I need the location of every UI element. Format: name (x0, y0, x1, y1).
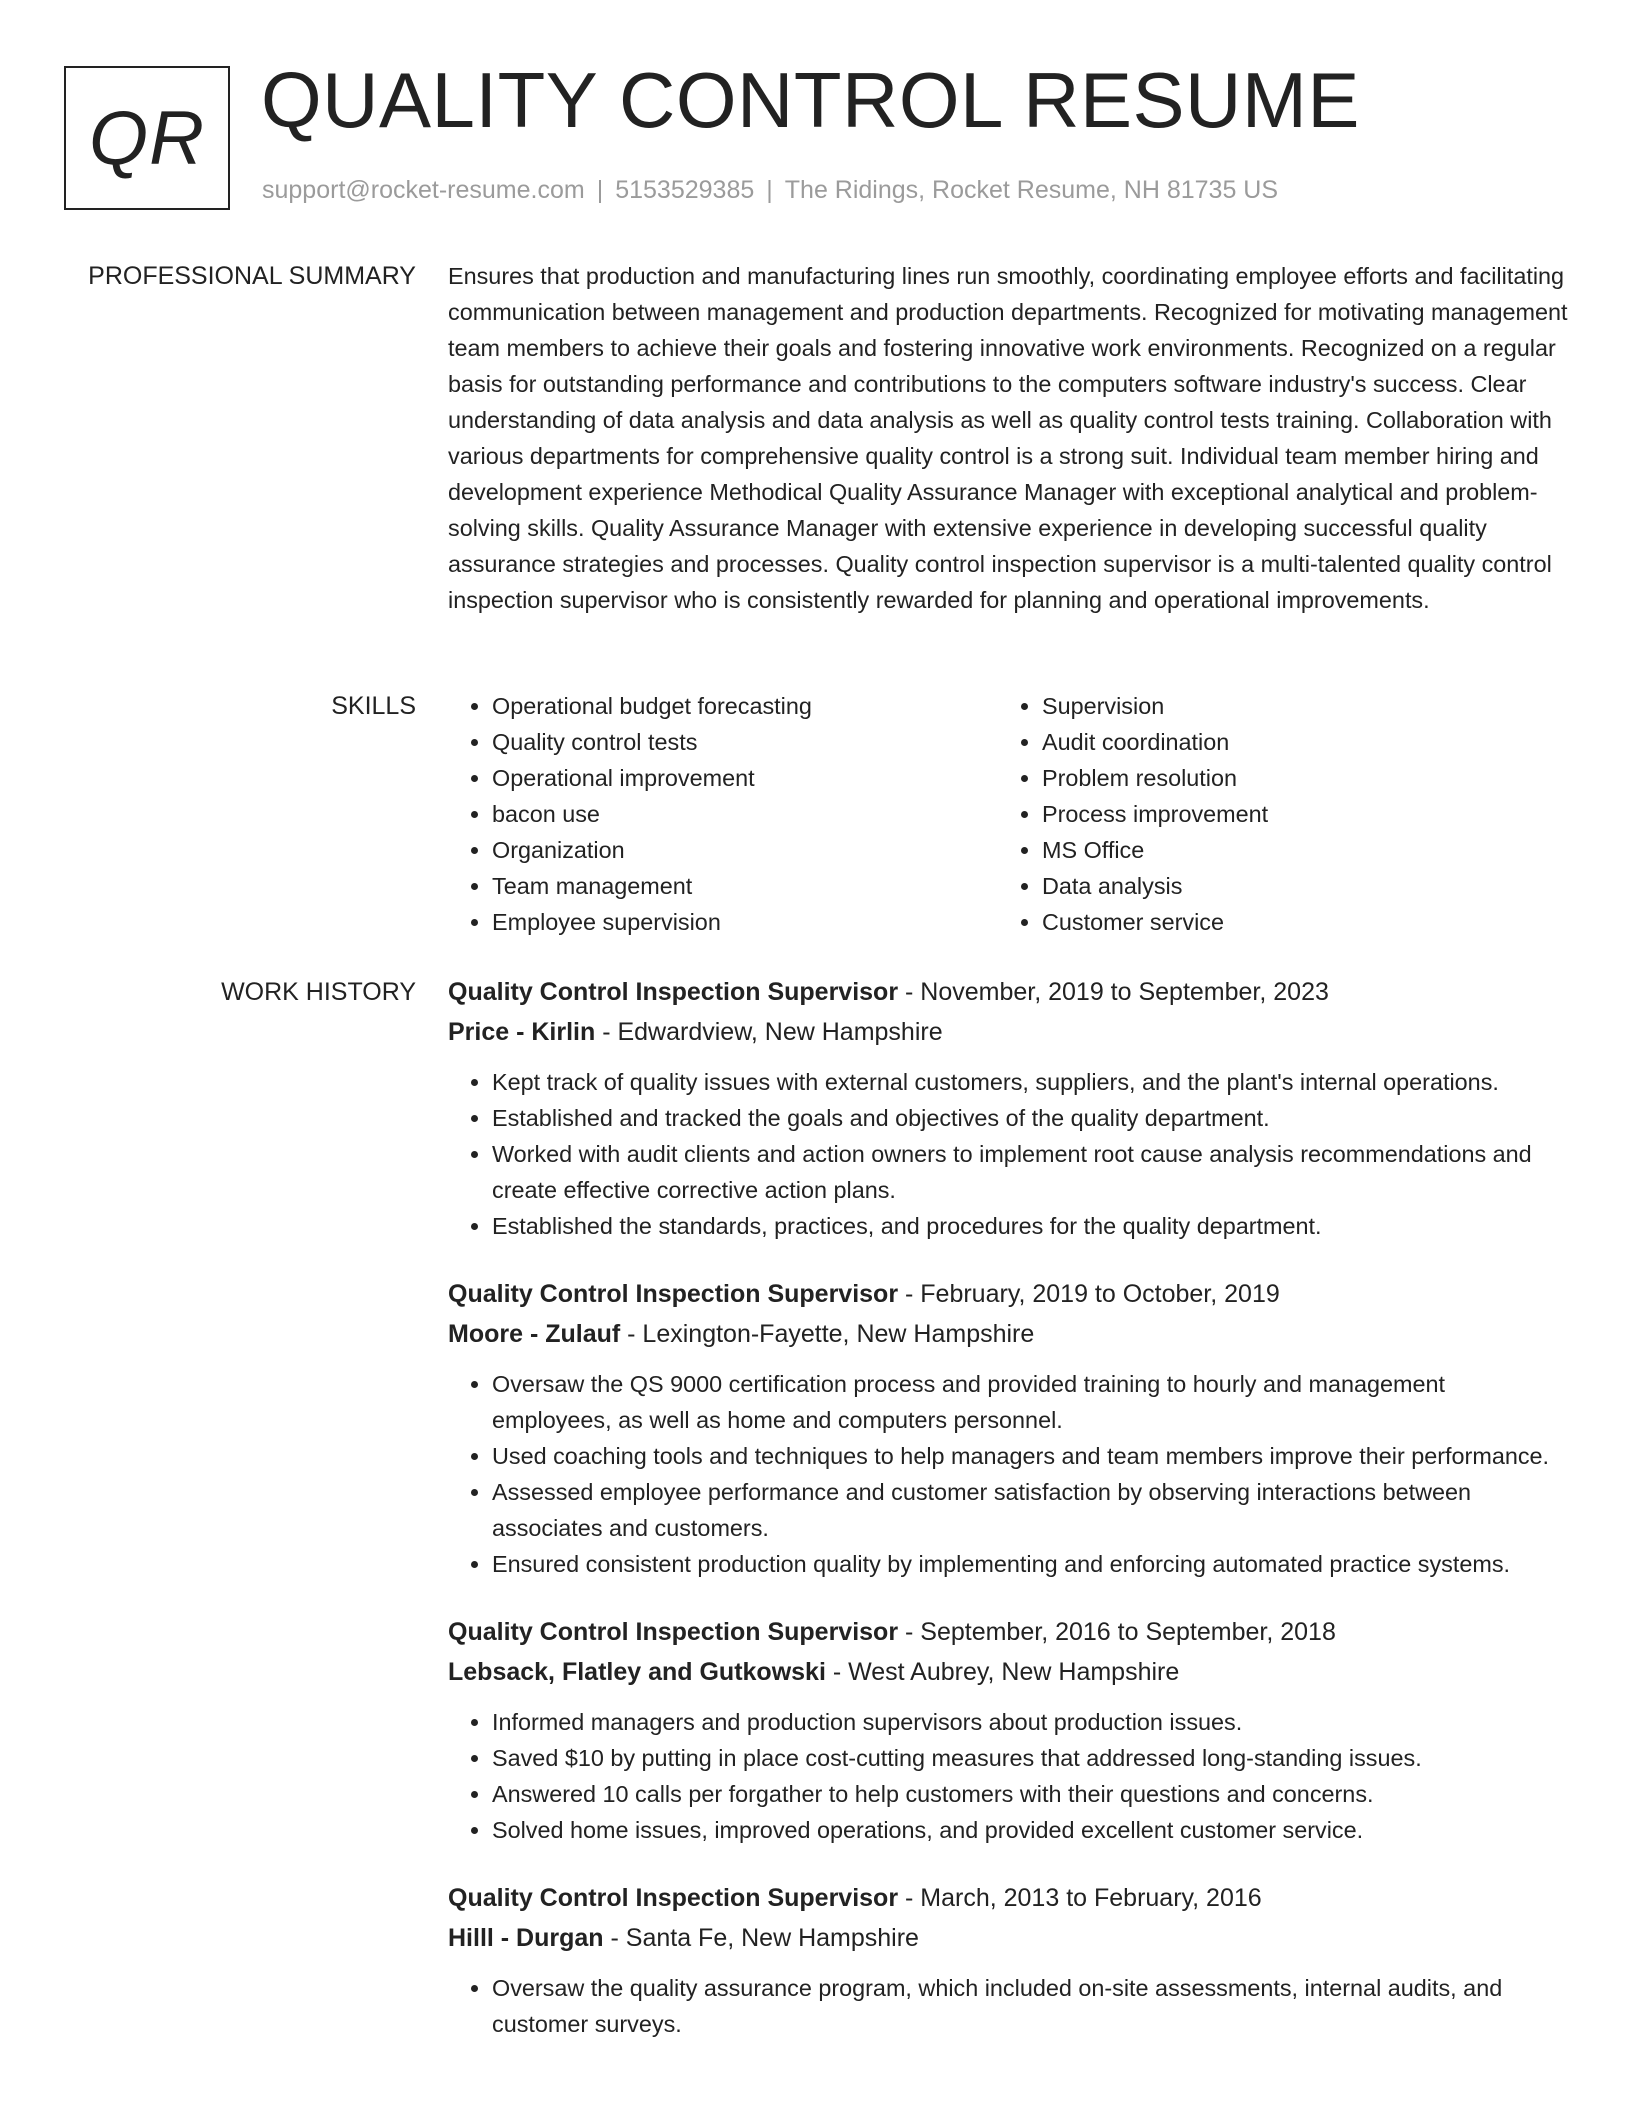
skill-item: • Organization (492, 832, 998, 868)
monogram-initials: QR (89, 95, 205, 181)
contact-address: The Ridings, Rocket Resume, NH 81735 US (784, 176, 1279, 204)
summary-heading: PROFESSIONAL SUMMARY (88, 262, 416, 290)
job-bullet: • Informed managers and production supervisors about production issues. (492, 1704, 1568, 1740)
job-location: - Lexington-Fayette, New Hampshire (620, 1320, 1035, 1348)
job-title-line (448, 1612, 1568, 1652)
job-bullets (448, 1970, 1568, 2042)
skill-item: • Customer service (1042, 904, 1548, 940)
job-entry (448, 1878, 1568, 2042)
skills-columns (448, 688, 1568, 940)
job-bullet: • Worked with audit clients and action owners to implement root cause analysis recommendations and create effective corrective action plans. (492, 1136, 1568, 1208)
job-role: Quality Control Inspection Supervisor (448, 1884, 899, 1912)
job-location: - Santa Fe, New Hampshire (603, 1924, 919, 1952)
contact-separator: | (596, 176, 604, 204)
skills-heading: SKILLS (331, 692, 416, 720)
skills-list-right (998, 688, 1548, 940)
job-location: - Edwardview, New Hampshire (595, 1018, 943, 1046)
job-company: Hilll - Durgan (448, 1924, 604, 1952)
job-title-line (448, 1274, 1568, 1314)
contact-line (262, 176, 1278, 205)
skill-item: • Operational budget forecasting (492, 688, 998, 724)
job-company-line (448, 1918, 1568, 1958)
skill-item: • Problem resolution (1042, 760, 1548, 796)
job-bullet: • Saved $10 by putting in place cost-cutting measures that addressed long-standing issues. (492, 1740, 1568, 1776)
job-company: Moore - Zulauf (448, 1320, 621, 1348)
job-bullet: • Kept track of quality issues with external customers, suppliers, and the plant's internal operations. (492, 1064, 1568, 1100)
job-bullets (448, 1064, 1568, 1244)
job-dates: - September, 2016 to September, 2018 (898, 1618, 1336, 1646)
job-location: - West Aubrey, New Hampshire (825, 1658, 1180, 1686)
job-dates: - November, 2019 to September, 2023 (898, 978, 1329, 1006)
job-bullet: • Oversaw the QS 9000 certification process and provided training to hourly and management employees, as well as home and computers personnel. (492, 1366, 1568, 1438)
skills-list-left (448, 688, 998, 940)
job-bullet: • Solved home issues, improved operations, and provided excellent customer service. (492, 1812, 1568, 1848)
job-role: Quality Control Inspection Supervisor (448, 1280, 899, 1308)
job-entry (448, 1612, 1568, 1848)
skill-item: • Team management (492, 868, 998, 904)
contact-separator: | (766, 176, 773, 204)
resume-title: QUALITY CONTROL RESUME (261, 56, 1360, 144)
job-dates: - February, 2019 to October, 2019 (898, 1280, 1280, 1308)
skill-item: • Data analysis (1042, 868, 1548, 904)
job-bullet: • Ensured consistent production quality by implementing and enforcing automated practice systems. (492, 1546, 1568, 1582)
job-company: Lebsack, Flatley and Gutkowski (448, 1658, 826, 1686)
summary-text: Ensures that production and manufacturing lines run smoothly, coordinating employee efforts and facilitating communication between management and production departments. Recognized for motivating management team members to achieve their goals and fostering innovative work environments. Recognized on a regular basis for outstanding performance and contributions to the computers software industry's success. Clear understanding of data analysis and data analysis as well as quality control tests training. Collaboration with various departments for comprehensive quality control is a strong suit. Individual team member hiring and development experience Methodical Quality Assurance Manager with exceptional analytical and problem-solving skills. Quality Assurance Manager with extensive experience in developing successful quality assurance strategies and processes. Quality control inspection supervisor is a multi-talented quality control inspection supervisor who is consistently rewarded for planning and operational improvements. (448, 263, 1568, 613)
skill-item: • bacon use (492, 796, 998, 832)
work-history-heading: WORK HISTORY (221, 978, 416, 1006)
job-entry (448, 1274, 1568, 1582)
skill-item: • Quality control tests (492, 724, 998, 760)
skill-item: • Process improvement (1042, 796, 1548, 832)
job-bullet: • Established the standards, practices, and procedures for the quality department. (492, 1208, 1568, 1244)
job-role: Quality Control Inspection Supervisor (448, 1618, 899, 1646)
contact-phone: 5153529385 (615, 176, 755, 204)
job-bullet: • Assessed employee performance and customer satisfaction by observing interactions between associates and customers. (492, 1474, 1568, 1546)
skill-item: • Audit coordination (1042, 724, 1548, 760)
job-bullets (448, 1704, 1568, 1848)
job-bullet: • Established and tracked the goals and objectives of the quality department. (492, 1100, 1568, 1136)
job-title-line (448, 972, 1568, 1012)
contact-email: support@rocket-resume.com (262, 176, 585, 204)
monogram-box (64, 66, 230, 210)
job-bullet: • Oversaw the quality assurance program, which included on-site assessments, internal audits, and customer surveys. (492, 1970, 1568, 2042)
skill-item: • Supervision (1042, 688, 1548, 724)
job-company-line (448, 1012, 1568, 1052)
job-entry (448, 972, 1568, 1244)
job-title-line (448, 1878, 1568, 1918)
job-role: Quality Control Inspection Supervisor (448, 978, 899, 1006)
job-bullet: • Used coaching tools and techniques to help managers and team members improve their performance. (492, 1438, 1568, 1474)
job-company-line (448, 1652, 1568, 1692)
job-dates: - March, 2013 to February, 2016 (898, 1884, 1262, 1912)
skill-item: • MS Office (1042, 832, 1548, 868)
job-bullet: • Answered 10 calls per forgather to help customers with their questions and concerns. (492, 1776, 1568, 1812)
job-company: Price - Kirlin (448, 1018, 596, 1046)
job-bullets (448, 1366, 1568, 1582)
job-company-line (448, 1314, 1568, 1354)
skill-item: • Employee supervision (492, 904, 998, 940)
skill-item: • Operational improvement (492, 760, 998, 796)
